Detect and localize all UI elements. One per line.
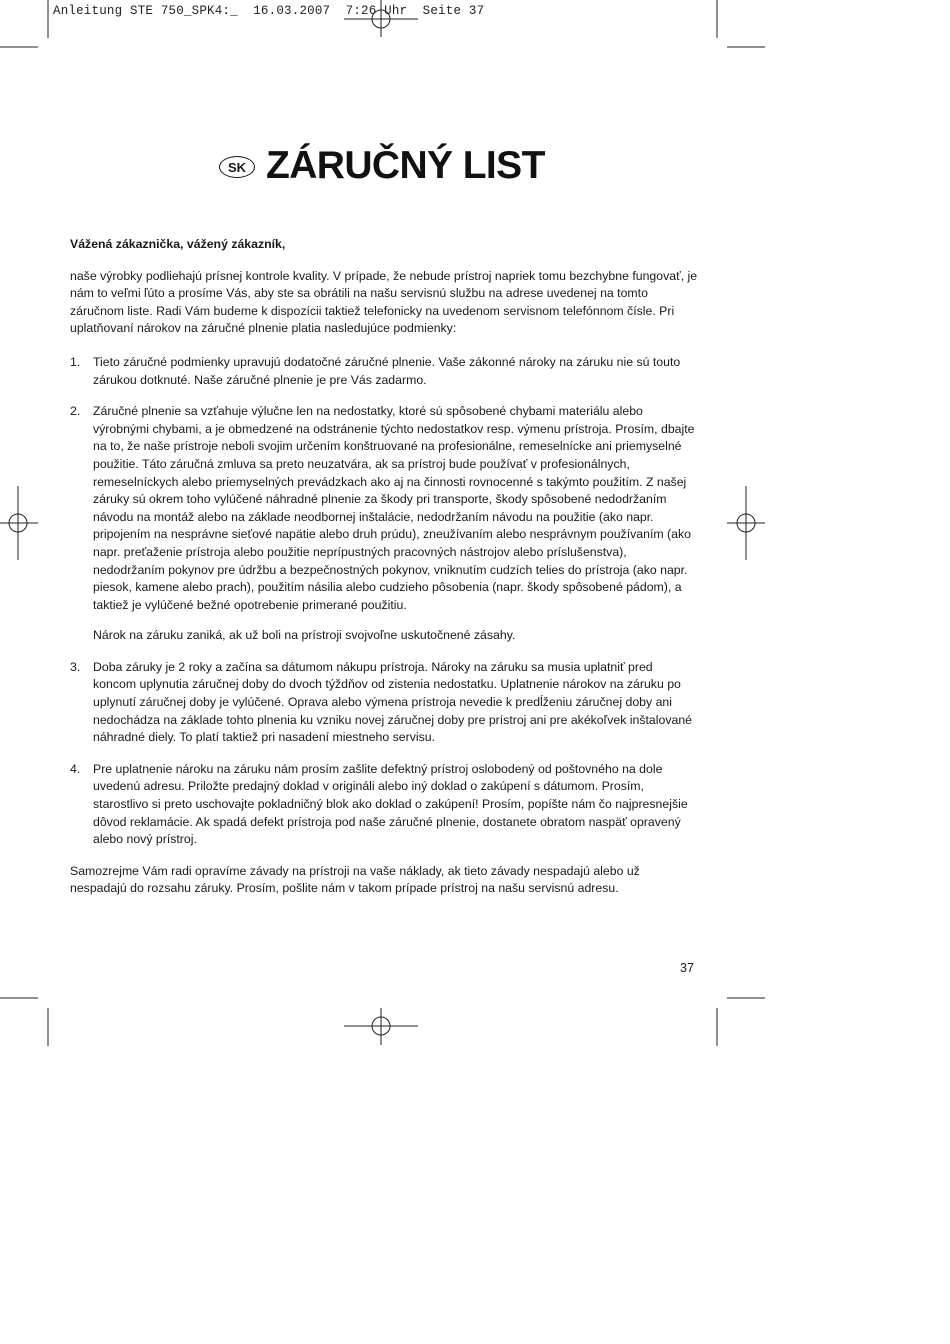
list-item-number: 2. <box>70 404 81 419</box>
document-body <box>70 236 698 898</box>
list-item-note: Nárok na záruku zaniká, ak už boli na prístroji svojvoľne uskutočnené zásahy. <box>93 628 516 643</box>
list-item-text: Pre uplatnenie nároku na záruku nám prosím zašlite defektný prístroj oslobodený od poštovného na dole uvedenú adresu. Priložte predajný doklad v origináli alebo iný doklad o zakúpení s dátumom. Prosím, starostlivo si preto uschovajte pokladničný blok ako doklad o zakúpení! Prosím, popíšte nám čo najpresnejšie dôvod reklamácie. Ak spadá defekt prístroja pod naše záručné plnenie, dostanete obratom naspäť opravený alebo nový prístroj. <box>93 761 688 847</box>
registration-mark-left <box>0 486 38 560</box>
list-item-number: 1. <box>70 354 81 369</box>
intro-paragraph: naše výrobky podliehajú prísnej kontrole kvality. V prípade, že nebude prístroj napriek tomu bezchybne fungovať, je nám to veľmi ľúto a prosíme Vás, aby ste sa obrátili na našu servisnú službu na adrese uvedenej na tomto záručnom liste. Radi Vám budeme k dispozícii taktiež telefonicky na uvedenom servisnom telefónnom čísle. Pri uplatňovaní nárokov na záručné plnenie platia nasledujúce podmienky: <box>70 268 698 336</box>
greeting: Vážená zákaznička, vážený zákazník, <box>70 237 286 251</box>
closing-paragraph: Samozrejme Vám radi opravíme závady na prístroji na vaše náklady, ak tieto závady nespadajú alebo už nespadajú do rozsahu záruky. Prosím, pošlite nám v takom prípade prístroj na našu servisnú adresu. <box>70 863 640 896</box>
page-number: 37 <box>680 961 694 975</box>
list-item <box>70 659 698 747</box>
page-title: ZÁRUČNÝ LIST <box>266 144 545 187</box>
list-item-text: Tieto záručné podmienky upravujú dodatočné záručné plnenie. Vaše zákonné nároky na záruku nie sú touto zárukou dotknuté. Naše záručné plnenie je pre Vás zadarmo. <box>93 354 681 387</box>
list-item <box>70 761 698 849</box>
registration-mark-bottom <box>344 1008 418 1045</box>
registration-mark-right <box>727 486 765 560</box>
list-item-number: 3. <box>70 659 81 674</box>
list-item-text: Záručné plnenie sa vzťahuje výlučne len na nedostatky, ktoré sú spôsobené chybami materiálu alebo výrobnými chybami, a je obmedzené na odstránenie týchto nedostatkov resp. výmenu prístroja. Prosím, dbajte na to, že naše prístroje neboli svojim určením konštruované na profesionálne, remeselnícke ani priemyselné použitie. Táto záručná zmluva sa preto neuzatvára, ak sa prístroj bude používať v profesionálnych, remeselníckych alebo priemyselných prevádzkach ako aj na činnosti rovnocenné s takýmto použitím. Z našej záruky sú okrem toho vylúčené náhradné plnenie za škody pri transporte, škody spôsobené nedodržaním návodu na montáž alebo na základe neodbornej inštalácie, nedodržaním návodu na použitie (ako napr. pripojením na nesprávne sieťové napätie alebo druh prúdu), zneužívaním alebo nesprávnym používaním (ako napr. preťaženie prístroja alebo použitie neprípustných pracovných nástrojov alebo príslušenstva), nedodržaním pokynov pre údržbu a bezpečnostných pokynov, vniknutím cudzích telies do prístroja (ako napr. piesok, kamene alebo prach), použitím násilia alebo cudzieho pôsobenia (napr. škody spôsobené pádom), a taktiež je vylúčené bežné opotrebenie primerané použitiu. <box>93 404 695 612</box>
title-block <box>219 143 545 189</box>
list-item-number: 4. <box>70 761 81 776</box>
list-item-text: Doba záruky je 2 roky a začína sa dátumom nákupu prístroja. Nároky na záruku sa musia uplatniť pred koncom uplynutia záručnej doby do dvoch týždňov od zistenia nedostatku. Uplatnenie nárokov na záruku po uplynutí záručnej doby je vylúčené. Oprava alebo výmena prístroja nevedie k predĺženiu záručnej doby ani nedochádza na základe tohto plnenia ku vzniku novej záručnej doby pre prístroj ani pre akékoľvek inštalované náhradné diely. To platí taktiež pri nasadení miestneho servisu. <box>93 659 692 745</box>
list-item <box>70 403 698 645</box>
language-badge: SK <box>219 156 255 178</box>
conditions-list <box>70 354 698 849</box>
list-item <box>70 354 698 389</box>
print-slug: Anleitung STE 750_SPK4:_ 16.03.2007 7:26 Uhr Seite 37 <box>53 4 485 18</box>
